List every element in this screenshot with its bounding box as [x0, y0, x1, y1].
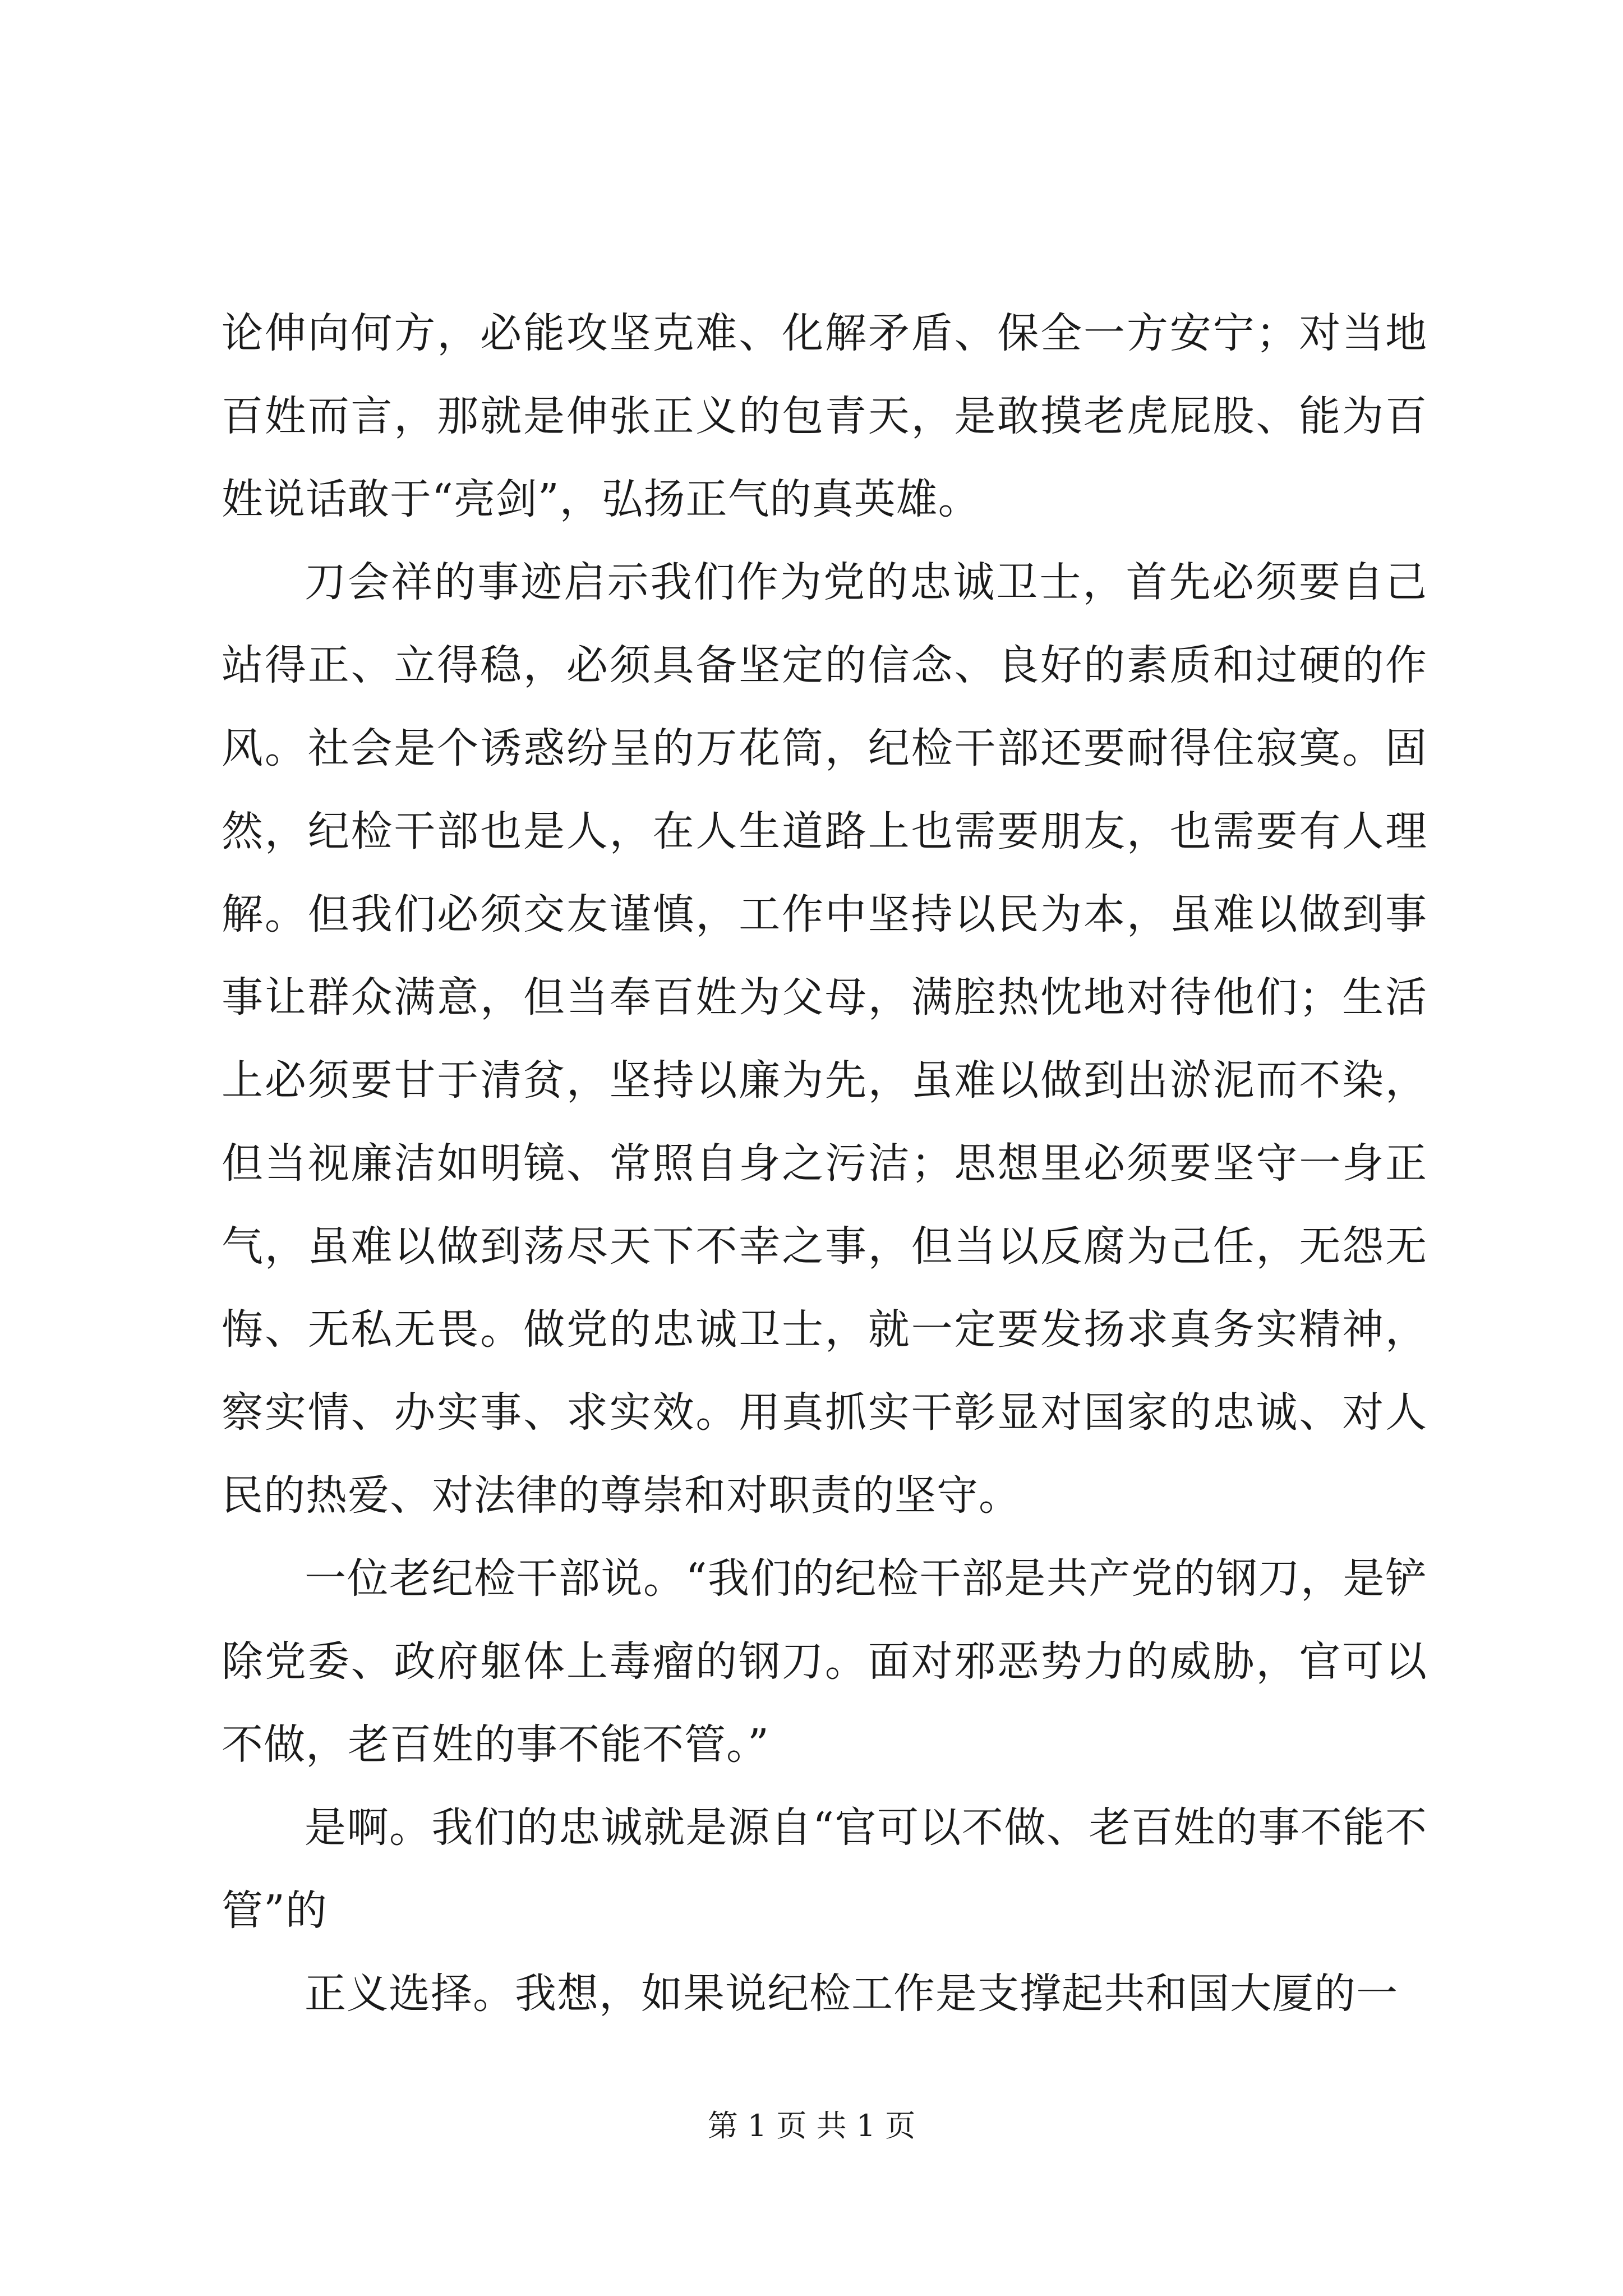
body-text	[222, 292, 1427, 2035]
page-footer: 第 1 页 共 1 页	[707, 2108, 916, 2143]
paragraph-3: 一位老纪检干部说。“我们的纪检干部是共产党的钢刀，是铲除党委、政府躯体上毒瘤的钢刀。面对邪恶势力的威胁，官可以不做，老百姓的事不能不管。”	[222, 1554, 1427, 1769]
paragraph-1: 论伸向何方，必能攻坚克难、化解矛盾、保全一方安宁；对当地百姓而言，那就是伸张正义的包青天，是敢摸老虎屁股、能为百姓说话敢于“亮剑”，弘扬正气的真英雄。	[222, 309, 1427, 523]
paragraph-4: 是啊。我们的忠诚就是源自“官可以不做、老百姓的事不能不管”的	[222, 1803, 1427, 1935]
paragraph-2: 刀会祥的事迹启示我们作为党的忠诚卫士，首先必须要自己站得正、立得稳，必须具备坚定的信念、良好的素质和过硬的作风。社会是个诱惑纷呈的万花筒，纪检干部还要耐得住寂寞。固然，纪检干部也是人，在人生道路上也需要朋友，也需要有人理解。但我们必须交友谨慎，工作中坚持以民为本，虽难以做到事事让群众满意，但当奉百姓为父母，满腔热忱地对待他们；生活上必须要甘于清贫，坚持以廉为先，虽难以做到出淤泥而不染，但当视廉洁如明镜、常照自身之污洁；思想里必须要坚守一身正气，虽难以做到荡尽天下不幸之事，但当以反腐为己任，无怨无悔、无私无畏。做党的忠诚卫士，就一定要发扬求真务实精神，察实情、办实事、求实效。用真抓实干彰显对国家的忠诚、对人民的热爱、对法律的尊崇和对职责的坚守。	[222, 558, 1427, 1520]
paragraph-5: 正义选择。我想，如果说纪检工作是支撑起共和国大厦的一	[305, 1970, 1398, 2018]
